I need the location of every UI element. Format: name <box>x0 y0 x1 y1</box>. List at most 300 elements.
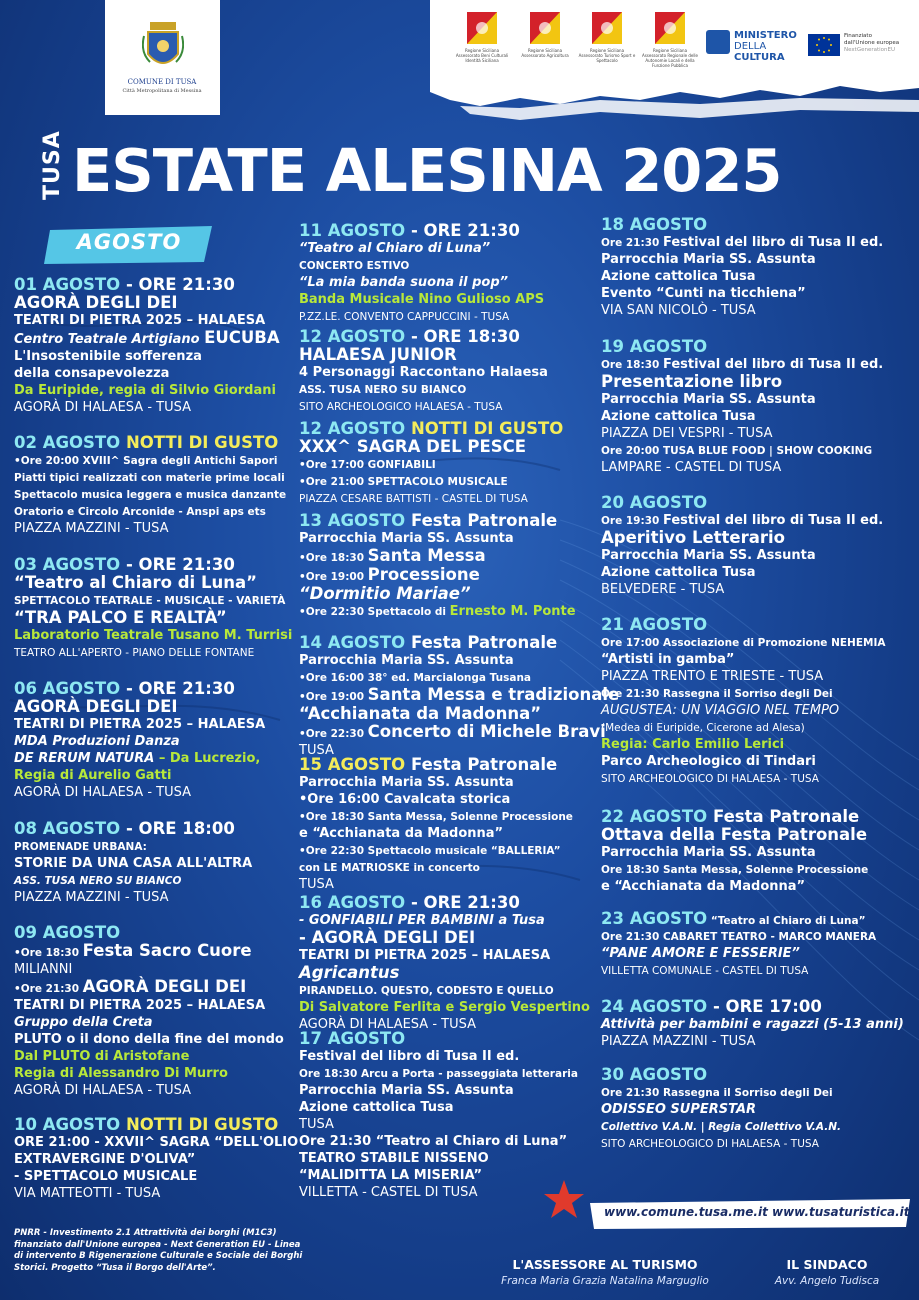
event-text: AUGUSTEA: UN VIAGGIO NEL TEMPO <box>601 703 840 718</box>
event-text: PIRANDELLO. QUESTO, CODESTO E QUELLO <box>299 985 554 997</box>
event-block <box>14 820 252 906</box>
event-text: TUSA <box>299 877 334 892</box>
event-block <box>601 494 883 598</box>
event-line <box>14 978 284 997</box>
event-text: VILLETTA - CASTEL DI TUSA <box>299 1185 478 1200</box>
event-text: “TRA PALCO E REALTÀ” <box>14 608 227 627</box>
event-block <box>14 1116 298 1202</box>
event-text: 08 AGOSTO <box>14 819 121 838</box>
event-date <box>299 634 619 652</box>
event-text: SPETTACOLO TEATRALE - MUSICALE - VARIETÀ <box>14 595 286 607</box>
event-text: •Ore 22:30 Spettacolo musicale “BALLERIA” <box>299 845 561 857</box>
event-text: 21 AGOSTO <box>601 615 708 634</box>
event-line <box>299 791 573 808</box>
event-text: Ore 21:30 <box>601 237 663 249</box>
town-vertical-label: TUSA <box>40 130 65 200</box>
event-text: Regia: Carlo Emilio Lerici <box>601 737 785 752</box>
event-text: AGORÀ DEGLI DEI <box>14 697 178 716</box>
event-line <box>14 503 286 520</box>
event-line <box>299 912 590 929</box>
event-text: “Acchianata da Madonna” <box>299 704 542 723</box>
event-text: •Ore 21:00 SPETTACOLO MUSICALE <box>299 476 508 488</box>
month-tag-label: AGOSTO <box>76 230 182 254</box>
event-line <box>601 425 883 442</box>
event-text: Ottava della Festa Patronale <box>601 825 868 844</box>
event-date <box>14 556 292 574</box>
event-text: •Ore 21:30 <box>14 983 83 995</box>
ministero-cultura-icon <box>706 30 730 54</box>
starfish-icon <box>542 1178 586 1222</box>
event-line <box>299 929 590 947</box>
assessor-role: L'ASSESSORE AL TURISMO <box>512 1257 698 1272</box>
event-line <box>14 1031 284 1048</box>
event-line <box>601 928 876 945</box>
event-text: Azione cattolica Tusa <box>601 269 756 284</box>
event-block <box>299 1030 578 1201</box>
event-line <box>299 652 619 669</box>
event-line <box>14 520 286 537</box>
event-line <box>14 1151 298 1168</box>
event-line <box>14 716 265 733</box>
event-text-extra: “Teatro al Chiaro di Luna” <box>707 915 866 927</box>
regione-sicilia-logo-1 <box>455 12 509 63</box>
event-text: “Dormitio Mariae” <box>299 584 471 603</box>
event-line <box>299 274 544 291</box>
regional-logo-caption: Regione Siciliana Assessorato Beni Culturali Identità Siciliana <box>455 48 509 63</box>
event-line <box>601 442 883 459</box>
event-line <box>601 356 883 373</box>
event-text: Ore 18:30 Santa Messa, Solenne Processione <box>601 864 869 876</box>
event-block <box>601 338 883 476</box>
event-text: e “Acchianata da Madonna” <box>299 826 504 841</box>
event-text: TEATRI DI PIETRA 2025 – HALAESA <box>299 948 551 963</box>
event-text: Azione cattolica Tusa <box>601 409 756 424</box>
event-block <box>14 924 284 1099</box>
ministry-line: DELLA <box>734 41 767 52</box>
event-block <box>14 276 280 416</box>
event-text: 11 AGOSTO <box>299 221 406 240</box>
event-text: AGORÀ DI HALAESA - TUSA <box>14 1083 191 1098</box>
event-text: DE RERUM NATURA <box>14 751 155 766</box>
event-line <box>299 473 563 490</box>
event-line <box>299 964 590 982</box>
event-text: Parco Archeologico di Tindari <box>601 754 816 769</box>
event-date <box>14 276 280 294</box>
event-date <box>299 328 548 346</box>
mayor-role: IL SINDACO <box>786 1257 868 1272</box>
trinacria-icon <box>467 12 497 44</box>
event-date <box>601 808 868 826</box>
event-line <box>601 702 885 719</box>
month-tag <box>44 226 214 264</box>
event-text-extra: AGORÀ DEGLI DEI <box>82 977 247 996</box>
event-text: Parrocchia Maria SS. Assunta <box>299 531 514 546</box>
event-line <box>601 547 883 564</box>
event-text: “PANE AMORE E FESSERIE” <box>601 946 800 961</box>
event-line <box>14 942 284 961</box>
event-text: VIA SAN NICOLÒ - TUSA <box>601 303 756 318</box>
event-block <box>601 808 868 895</box>
event-text: “Teatro al Chiaro di Luna” <box>299 241 491 256</box>
event-line <box>601 251 883 268</box>
event-line <box>299 1065 578 1082</box>
event-line <box>299 1116 578 1133</box>
event-text: 4 Personaggi Raccontano Halaesa <box>299 365 548 380</box>
event-text: Ore 20:00 TUSA BLUE FOOD | SHOW COOKING <box>601 445 873 457</box>
event-text: PLUTO o il dono della fine del mondo <box>14 1032 284 1047</box>
eu-funding-label <box>844 33 899 54</box>
event-text: Parrocchia Maria SS. Assunta <box>601 392 816 407</box>
event-line <box>299 240 544 257</box>
event-line <box>299 774 573 791</box>
event-text-extra: - ORE 18:00 <box>120 819 235 838</box>
event-text: MDA Produzioni Danza <box>14 734 180 749</box>
event-text: 02 AGOSTO <box>14 433 121 452</box>
municipality-sub: Città Metropolitana di Messina <box>122 88 202 94</box>
event-line <box>601 736 885 753</box>
event-line <box>601 1084 841 1101</box>
event-date <box>601 494 883 512</box>
event-text: •Ore 19:00 <box>299 691 368 703</box>
event-line <box>14 855 252 872</box>
event-block <box>14 434 286 537</box>
event-text: LAMPARE - CASTEL DI TUSA <box>601 460 782 475</box>
event-line <box>299 669 619 686</box>
event-text: Spettacolo musica leggera e musica danzante <box>14 489 287 501</box>
event-text: PIAZZA MAZZINI - TUSA <box>14 521 169 536</box>
event-text: PIAZZA MAZZINI - TUSA <box>601 1034 756 1049</box>
event-text: 03 AGOSTO <box>14 555 121 574</box>
event-line <box>299 1133 578 1150</box>
event-line <box>14 961 284 978</box>
event-text: Parrocchia Maria SS. Assunta <box>299 653 514 668</box>
event-text-extra: - ORE 21:30 <box>405 893 520 912</box>
event-text: 14 AGOSTO <box>299 633 406 652</box>
event-line <box>299 686 619 705</box>
event-line <box>14 348 280 365</box>
event-text: 22 AGOSTO <box>601 807 708 826</box>
event-text: Agricantus <box>299 963 400 982</box>
event-text: 12 AGOSTO <box>299 419 406 438</box>
event-text: STORIE DA UNA CASA ALL'ALTRA <box>14 856 253 871</box>
event-line <box>299 1099 578 1116</box>
event-line <box>14 644 292 661</box>
event-text-extra: NOTTI DI GUSTO <box>120 1115 279 1134</box>
event-line <box>14 469 286 486</box>
event-date <box>299 756 573 774</box>
event-line <box>601 753 885 770</box>
event-block <box>601 998 904 1050</box>
event-date <box>299 420 563 438</box>
event-text-extra: NOTTI DI GUSTO <box>120 433 279 452</box>
event-date <box>14 1116 298 1134</box>
event-line <box>299 1167 578 1184</box>
event-line <box>601 268 883 285</box>
event-line <box>14 609 292 627</box>
event-line <box>601 878 868 895</box>
event-line <box>601 651 885 668</box>
event-text: Da Euripide, regia di Silvio Giordani <box>14 383 276 398</box>
event-text: della consapevolezza <box>14 366 170 381</box>
event-text: L'Insostenibile sofferenza <box>14 349 202 364</box>
event-block <box>601 216 883 319</box>
event-text: Aperitivo Letterario <box>601 528 786 547</box>
event-line <box>601 564 883 581</box>
event-text: Banda Musicale Nino Gulioso APS <box>299 292 545 307</box>
event-text-extra: Festa Patronale <box>405 511 558 530</box>
event-line <box>299 825 573 842</box>
event-text-extra: - ORE 21:30 <box>120 679 235 698</box>
event-text: TEATRO STABILE NISSENO <box>299 1151 489 1166</box>
event-text: Di Salvatore Ferlita e Sergio Vespertino <box>299 1000 590 1015</box>
website-links[interactable]: www.comune.tusa.me.it www.tusaturistica.it <box>604 1205 910 1219</box>
mayor-signature <box>742 1256 912 1288</box>
event-line <box>14 1168 298 1185</box>
event-text: TUSA <box>299 743 334 758</box>
event-text: TEATRI DI PIETRA 2025 – HALAESA <box>14 998 266 1013</box>
event-line <box>299 257 544 274</box>
event-text: - SPETTACOLO MUSICALE <box>14 1169 198 1184</box>
event-text: PIAZZA TRENTO E TRIESTE - TUSA <box>601 669 824 684</box>
event-text-extra: - ORE 21:30 <box>120 555 235 574</box>
event-line <box>14 312 280 329</box>
regional-logo-caption: Regione Siciliana Assessorato Turismo Sport e Spettacolo <box>578 48 636 63</box>
assessor-signature <box>480 1256 730 1288</box>
event-line <box>14 1014 284 1031</box>
event-line <box>14 889 252 906</box>
event-line <box>601 234 883 251</box>
event-text: •Ore 16:00 38° ed. Marcialonga Tusana <box>299 672 532 684</box>
municipality-label <box>112 78 212 96</box>
event-text: Ore 19:30 <box>601 515 663 527</box>
event-text: Azione cattolica Tusa <box>299 1100 454 1115</box>
event-text: Parrocchia Maria SS. Assunta <box>299 1083 514 1098</box>
event-text: PROMENADE URBANA: <box>14 841 147 853</box>
event-line <box>601 1101 841 1118</box>
event-text: 17 AGOSTO <box>299 1029 406 1048</box>
event-text: •Ore 18:30 <box>14 947 83 959</box>
event-text-extra: Festival del libro di Tusa II ed. <box>662 235 884 250</box>
event-line <box>14 1185 298 1202</box>
event-text: TEATRI DI PIETRA 2025 – HALAESA <box>14 717 266 732</box>
event-block <box>299 420 563 507</box>
event-text: 20 AGOSTO <box>601 493 708 512</box>
event-text: “Artisti in gamba” <box>601 652 735 667</box>
event-text: 09 AGOSTO <box>14 923 121 942</box>
event-line <box>14 399 280 416</box>
event-text: •Ore 20:00 XVIII^ Sagra degli Antichi Sapori <box>14 455 278 467</box>
event-line <box>14 838 252 855</box>
event-line <box>299 808 573 825</box>
page-title: ESTATE ALESINA 2025 <box>72 136 782 205</box>
event-line <box>299 438 563 456</box>
event-line <box>299 308 544 325</box>
event-text: VIA MATTEOTTI - TUSA <box>14 1186 161 1201</box>
event-text: Festival del libro di Tusa II ed. <box>299 1049 520 1064</box>
event-date <box>14 924 284 942</box>
event-line <box>299 859 573 876</box>
event-text: Ore 18:30 <box>601 359 663 371</box>
event-line <box>601 512 883 529</box>
event-date <box>299 222 544 240</box>
event-text: Centro Teatrale Artigiano <box>14 332 205 347</box>
event-line <box>299 585 576 603</box>
event-line <box>299 398 548 415</box>
event-date <box>299 1030 578 1048</box>
event-text-extra: – Da Lucrezio, <box>154 751 261 766</box>
event-text-extra: Festival del libro di Tusa II ed. <box>662 513 884 528</box>
event-date <box>14 680 265 698</box>
event-text: PIAZZA MAZZINI - TUSA <box>14 890 169 905</box>
event-line <box>299 705 619 723</box>
ministry-line: MINISTERO <box>734 30 797 41</box>
event-date <box>299 894 590 912</box>
event-date <box>14 820 252 838</box>
event-line <box>299 547 576 566</box>
event-line <box>14 452 286 469</box>
event-text-extra: - ORE 18:30 <box>405 327 520 346</box>
event-text: PIAZZA CESARE BATTISTI - CASTEL DI TUSA <box>299 493 528 505</box>
trinacria-icon <box>530 12 560 44</box>
event-text: 30 AGOSTO <box>601 1065 708 1084</box>
municipality-name: COMUNE DI TUSA <box>127 78 197 86</box>
event-text: con LE MATRIOSKE in concerto <box>299 862 480 874</box>
event-text: Gruppo della Creta <box>14 1015 153 1030</box>
event-text: HALAESA JUNIOR <box>299 345 457 364</box>
event-text: Ore 21:30 “Teatro al Chiaro di Luna” <box>299 1134 568 1149</box>
event-line <box>299 947 590 964</box>
event-text: EXTRAVERGINE D'OLIVA” <box>14 1152 196 1167</box>
event-text: Parrocchia Maria SS. Assunta <box>601 252 816 267</box>
event-date <box>601 1066 841 1084</box>
regione-sicilia-logo-2 <box>521 12 569 58</box>
event-text: Piatti tipici realizzati con materie prime locali <box>14 472 285 484</box>
event-block <box>299 894 590 1033</box>
event-line <box>601 373 883 391</box>
event-text: “Teatro al Chiaro di Luna” <box>14 573 257 592</box>
event-date <box>14 434 286 452</box>
event-text: Oratorio e Circolo Arconide - Anspi aps ets <box>14 506 266 518</box>
event-block <box>601 910 876 979</box>
event-block <box>14 556 292 661</box>
event-line <box>14 574 292 592</box>
event-line <box>14 294 280 312</box>
event-line <box>14 365 280 382</box>
event-line <box>299 530 576 547</box>
event-line <box>601 962 876 979</box>
eu-line: Finanziato <box>844 33 872 39</box>
event-text: 13 AGOSTO <box>299 511 406 530</box>
event-text-extra: Santa Messa e tradizionale <box>367 685 620 704</box>
event-text: Parrocchia Maria SS. Assunta <box>299 775 514 790</box>
regione-sicilia-logo-4 <box>641 12 699 68</box>
event-text: Ore 21:30 Rassegna il Sorriso degli Dei <box>601 1087 833 1099</box>
event-line <box>601 844 868 861</box>
event-text-extra: Festival del libro di Tusa II ed. <box>662 357 884 372</box>
event-line <box>14 733 265 750</box>
event-text-extra: - ORE 17:00 <box>707 997 822 1016</box>
event-text-extra: Concerto di Michele Bravi <box>367 722 606 741</box>
event-text: Regia di Aurelio Gatti <box>14 768 172 783</box>
event-line <box>299 490 563 507</box>
regional-logo-caption: Regione Siciliana Assessorato Regionale delle Autonomie Locali e della Funzione Pubblica <box>641 48 699 68</box>
event-line <box>299 346 548 364</box>
event-text: 01 AGOSTO <box>14 275 121 294</box>
event-text: CONCERTO ESTIVO <box>299 260 410 272</box>
event-text: •Ore 18:30 <box>299 552 368 564</box>
event-text: XXX^ SAGRA DEL PESCE <box>299 437 527 456</box>
event-text-extra: Processione <box>367 565 480 584</box>
event-text: •Ore 17:00 GONFIABILI <box>299 459 436 471</box>
event-line <box>601 581 883 598</box>
event-line <box>601 529 883 547</box>
event-line <box>14 750 265 767</box>
event-line <box>299 1184 578 1201</box>
event-line <box>299 381 548 398</box>
ministry-line: CULTURA <box>734 52 785 63</box>
event-block <box>299 222 544 325</box>
event-text: TEATRI DI PIETRA 2025 – HALAESA <box>14 313 266 328</box>
event-line <box>299 999 590 1016</box>
event-line <box>14 592 292 609</box>
event-text: (Medea di Euripide, Cicerone ad Alesa) <box>601 722 805 734</box>
event-text: Laboratorio Teatrale Tusano M. Turrisi <box>14 628 293 643</box>
coat-of-arms-icon <box>142 22 184 74</box>
event-text: TUSA <box>299 1117 334 1132</box>
event-line <box>601 302 883 319</box>
event-text: AGORÀ DI HALAESA - TUSA <box>14 785 191 800</box>
event-date <box>601 216 883 234</box>
event-text: 23 AGOSTO <box>601 909 708 928</box>
event-line <box>601 285 883 302</box>
event-text: 10 AGOSTO <box>14 1115 121 1134</box>
event-line <box>14 1082 284 1099</box>
regione-sicilia-logo-3 <box>578 12 636 63</box>
event-text: Attività per bambini e ragazzi (5-13 anni) <box>601 1017 904 1032</box>
event-text: ASS. TUSA NERO SU BIANCO <box>14 875 182 887</box>
event-text: Ore 17:00 Associazione di Promozione NEHEMIA <box>601 637 886 649</box>
event-line <box>299 364 548 381</box>
event-text: Collettivo V.A.N. | Regia Collettivo V.A.N. <box>601 1121 841 1133</box>
event-line <box>601 459 883 476</box>
event-line <box>299 603 576 620</box>
event-line <box>14 1065 284 1082</box>
event-text: Parrocchia Maria SS. Assunta <box>601 845 816 860</box>
event-text: •Ore 22:30 Spettacolo di <box>299 606 450 618</box>
event-date <box>299 512 576 530</box>
event-line <box>14 872 252 889</box>
event-text: SITO ARCHEOLOGICO DI HALAESA - TUSA <box>601 1138 819 1150</box>
event-text: - GONFIABILI PER BAMBINI a Tusa <box>299 913 545 928</box>
event-text: 15 AGOSTO <box>299 755 406 774</box>
event-date <box>601 338 883 356</box>
event-block <box>299 512 576 620</box>
event-line <box>601 770 885 787</box>
event-line <box>14 382 280 399</box>
event-text: Evento “Cunti na ticchiena” <box>601 286 806 301</box>
event-text: PIAZZA DEI VESPRI - TUSA <box>601 426 773 441</box>
event-text: Ore 18:30 Arcu a Porta - passeggiata letteraria <box>299 1068 578 1080</box>
event-line <box>299 982 590 999</box>
event-text: Regia di Alessandro Di Murro <box>14 1066 228 1081</box>
eu-line: NextGenerationEU <box>844 47 895 53</box>
event-text: - AGORÀ DEGLI DEI <box>299 928 476 947</box>
event-text-extra: EUCUBA <box>204 328 280 347</box>
event-line <box>14 329 280 348</box>
event-text: “La mia banda suona il pop” <box>299 275 509 290</box>
event-date <box>601 910 876 928</box>
event-text-extra: Festa Patronale <box>405 633 558 652</box>
